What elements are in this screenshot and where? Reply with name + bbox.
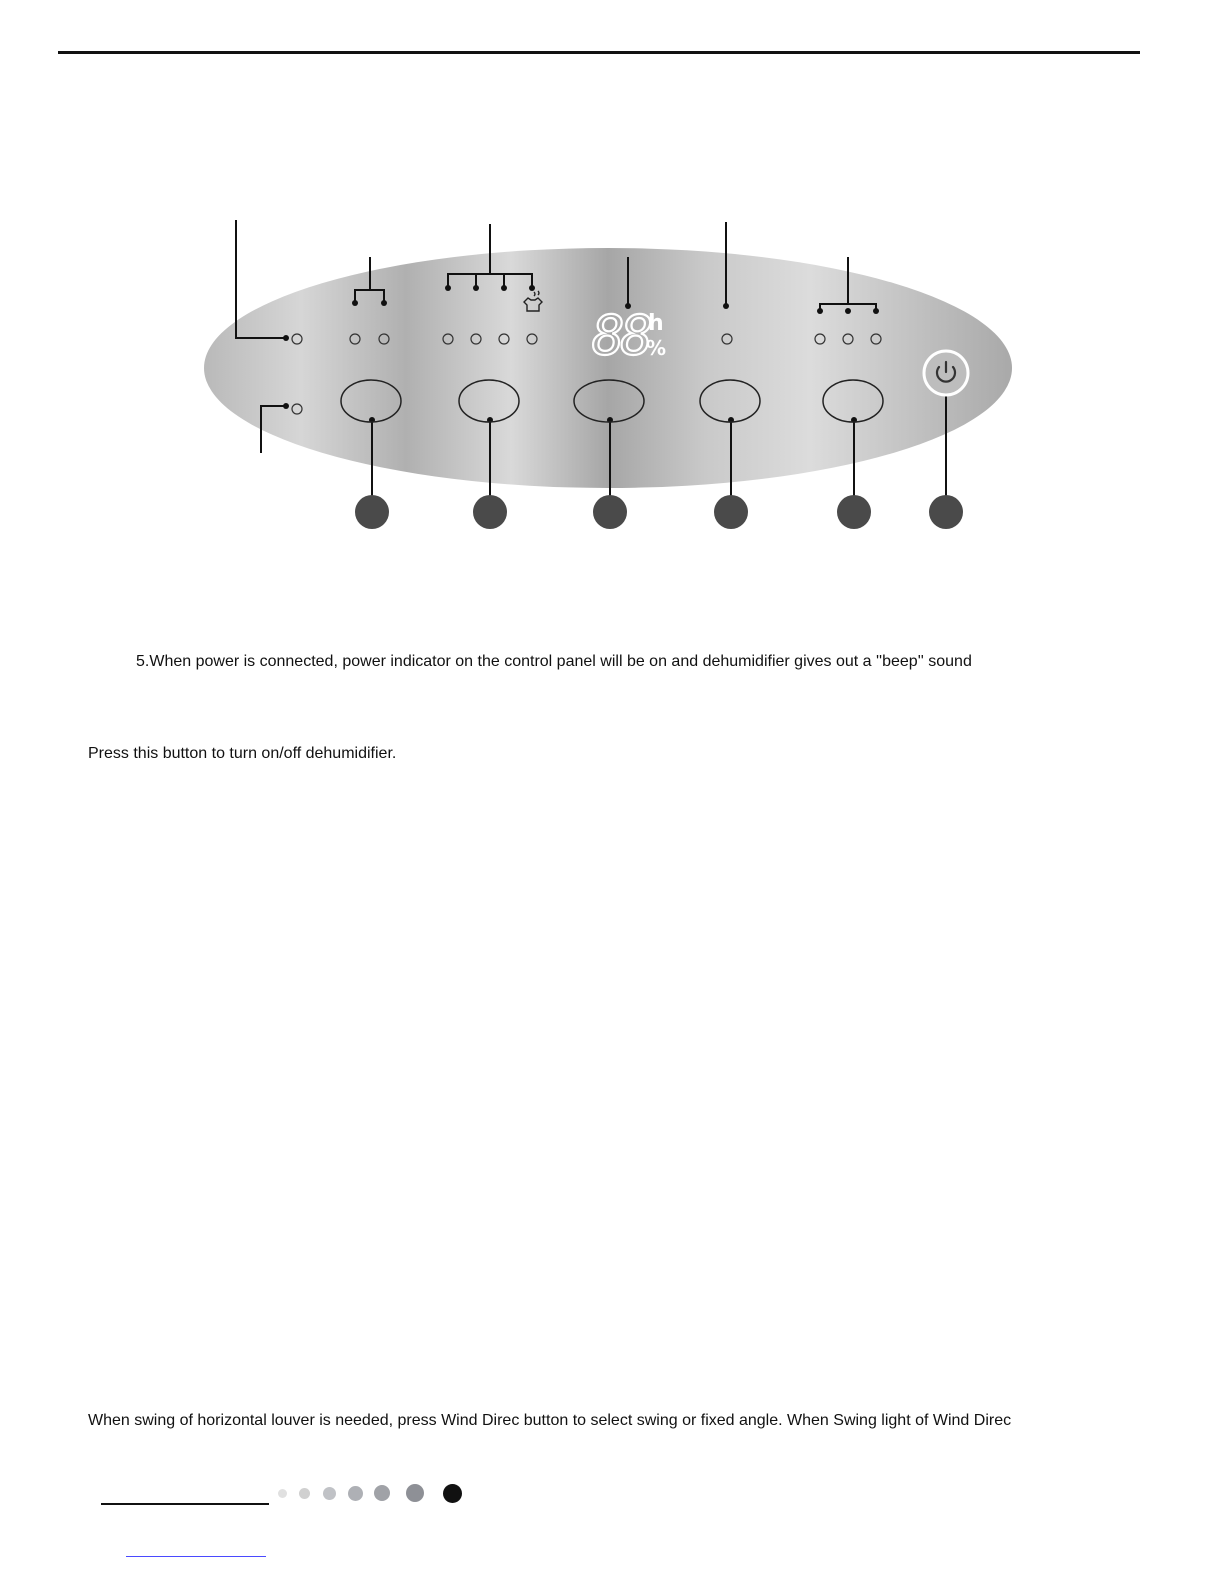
callout-5 <box>837 495 871 529</box>
footer-rule <box>101 1503 269 1505</box>
display-unit-hours: h <box>648 311 664 336</box>
panel-body <box>204 248 1012 488</box>
progress-dot <box>299 1488 310 1499</box>
progress-dot <box>348 1486 363 1501</box>
callout-circles <box>355 495 963 529</box>
swing-description: When swing of horizontal louver is needed, press Wind Direc button to select swing or fixed angle. When Swing light of Wind Direc <box>88 1412 1012 1429</box>
callout-6 <box>929 495 963 529</box>
power-note-text: 5.When power is connected, power indicator on the control panel will be on and dehumidifier gives out a ''beep'' sound <box>136 653 972 670</box>
callout-2 <box>473 495 507 529</box>
bottom-link-underline <box>126 1556 266 1557</box>
progress-dot-active <box>443 1484 462 1503</box>
progress-dot <box>374 1485 390 1501</box>
callout-3 <box>593 495 627 529</box>
power-button-description: Press this button to turn on/off dehumidifier. <box>88 745 397 762</box>
callout-4 <box>714 495 748 529</box>
display-unit-percent: % <box>646 336 667 360</box>
display-digits: 88 <box>592 304 650 367</box>
progress-dot <box>406 1484 424 1502</box>
progress-dot <box>278 1489 287 1498</box>
callout-1 <box>355 495 389 529</box>
control-panel-diagram <box>0 0 1225 600</box>
power-button <box>924 351 968 395</box>
digit-display <box>592 304 666 367</box>
progress-dot <box>323 1487 336 1500</box>
